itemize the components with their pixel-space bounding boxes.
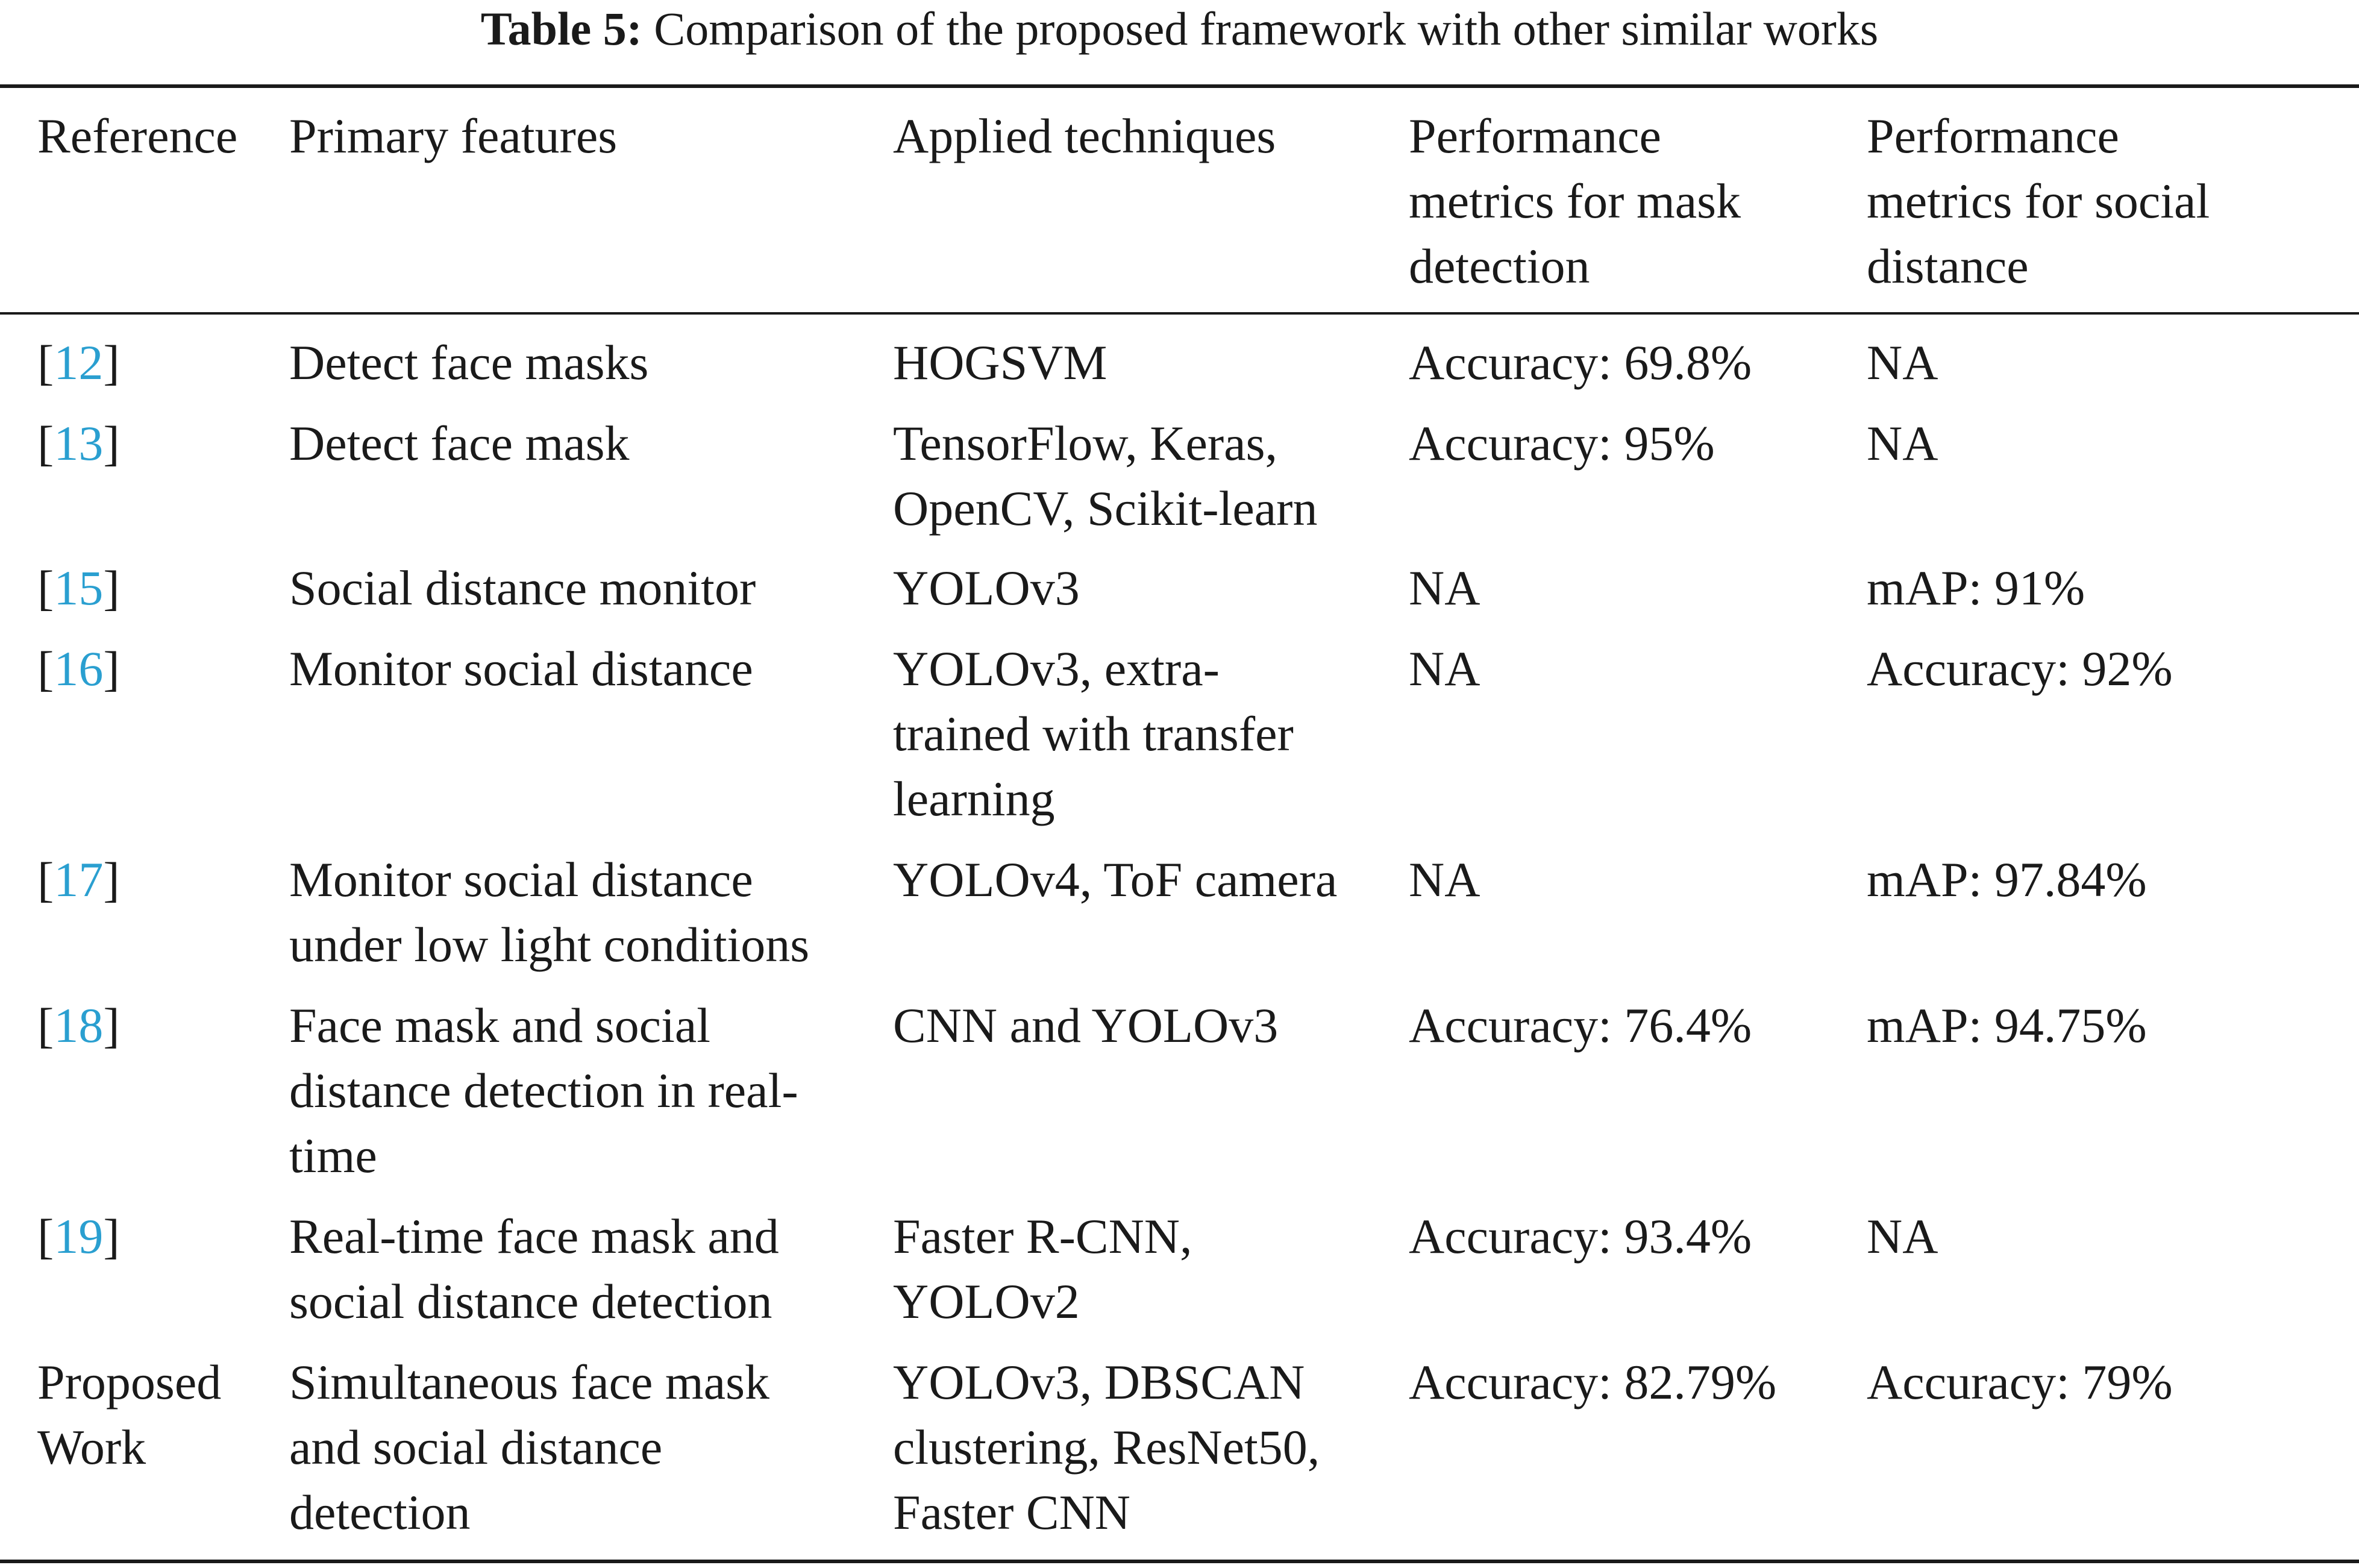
reference-link[interactable]: 13 [54, 416, 104, 471]
reference-link[interactable]: 18 [54, 998, 104, 1053]
applied-techniques-cell: YOLOv3, extra- trained with transfer learning [893, 641, 1294, 826]
social-metrics-cell: NA [1867, 416, 1938, 471]
social-metrics-cell: Accuracy: 79% [1867, 1355, 2173, 1410]
mask-metrics-cell: NA [1409, 641, 1480, 696]
applied-techniques-cell: YOLOv4, ToF camera [893, 852, 1338, 907]
applied-techniques-cell: CNN and YOLOv3 [893, 998, 1279, 1053]
reference-cell: [13] [37, 416, 120, 471]
primary-features-cell: Monitor social distance [289, 641, 753, 696]
primary-features-cell: Real-time face mask and social distance detection [289, 1209, 779, 1329]
reference-cell: Proposed Work [37, 1355, 222, 1475]
table-bottom-rule [0, 1560, 2359, 1563]
applied-techniques-cell: YOLOv3 [893, 560, 1080, 615]
reference-link[interactable]: 16 [54, 641, 104, 696]
social-metrics-cell: NA [1867, 1209, 1938, 1264]
table-header-rule [0, 312, 2359, 315]
mask-metrics-cell: Accuracy: 93.4% [1409, 1209, 1752, 1264]
mask-metrics-cell: Accuracy: 76.4% [1409, 998, 1752, 1053]
social-metrics-cell: mAP: 94.75% [1867, 998, 2147, 1053]
reference-cell: [12] [37, 335, 120, 390]
mask-metrics-cell: Accuracy: 69.8% [1409, 335, 1752, 390]
header-mask-metrics: Performance metrics for mask detection [1409, 108, 1741, 293]
applied-techniques-cell: YOLOv3, DBSCAN clustering, ResNet50, Faster CNN [893, 1355, 1320, 1540]
applied-techniques-cell: Faster R-CNN, YOLOv2 [893, 1209, 1192, 1329]
reference-link[interactable]: 17 [54, 852, 104, 907]
reference-cell: [16] [37, 641, 120, 696]
mask-metrics-cell: Accuracy: 95% [1409, 416, 1715, 471]
primary-features-cell: Simultaneous face mask and social distance detection [289, 1355, 770, 1540]
table-caption-text: Comparison of the proposed framework with other similar works [654, 2, 1879, 55]
header-primary-features: Primary features [289, 108, 618, 163]
reference-cell: [18] [37, 998, 120, 1053]
applied-techniques-cell: HOGSVM [893, 335, 1107, 390]
header-applied-techniques: Applied techniques [893, 108, 1276, 163]
primary-features-cell: Face mask and social distance detection in real- time [289, 998, 798, 1183]
primary-features-cell: Social distance monitor [289, 560, 756, 615]
header-reference: Reference [37, 108, 238, 163]
applied-techniques-cell: TensorFlow, Keras, OpenCV, Scikit-learn [893, 416, 1318, 536]
mask-metrics-cell: NA [1409, 852, 1480, 907]
social-metrics-cell: Accuracy: 92% [1867, 641, 2173, 696]
social-metrics-cell: NA [1867, 335, 1938, 390]
reference-cell: [15] [37, 560, 120, 615]
mask-metrics-cell: NA [1409, 560, 1480, 615]
reference-cell: [19] [37, 1209, 120, 1264]
reference-link[interactable]: 15 [54, 560, 104, 615]
reference-link[interactable]: 19 [54, 1209, 104, 1264]
reference-cell: [17] [37, 852, 120, 907]
reference-link[interactable]: 12 [54, 335, 104, 390]
primary-features-cell: Detect face masks [289, 335, 649, 390]
mask-metrics-cell: Accuracy: 82.79% [1409, 1355, 1777, 1410]
table-caption-label: Table 5: [480, 2, 642, 55]
primary-features-cell: Monitor social distance under low light conditions [289, 852, 810, 972]
table-caption [0, 0, 2359, 63]
table-header-row [0, 104, 2359, 303]
social-metrics-cell: mAP: 91% [1867, 560, 2085, 615]
social-metrics-cell: mAP: 97.84% [1867, 852, 2147, 907]
table-top-rule [0, 84, 2359, 88]
primary-features-cell: Detect face mask [289, 416, 630, 471]
header-social-metrics: Performance metrics for social distance [1867, 108, 2210, 293]
